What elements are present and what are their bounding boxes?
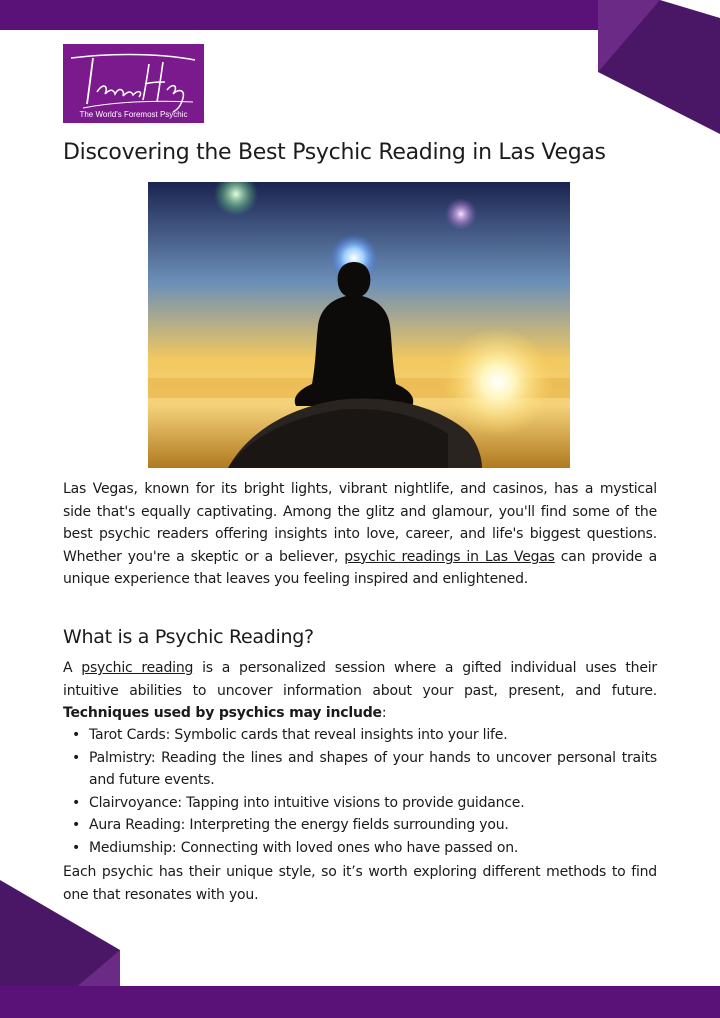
psychic-reading-link[interactable]: psychic reading [81, 660, 194, 676]
section-paragraph [63, 657, 657, 725]
hero-meditation-image [148, 182, 570, 468]
psychic-readings-las-vegas-link[interactable]: psychic readings in Las Vegas [344, 548, 555, 565]
bottom-banner-bar [0, 986, 720, 1018]
closing-paragraph: Each psychic has their unique style, so it’s worth exploring different methods to find one that resonates with you. [63, 864, 657, 903]
section-text: is a personalized session where a gifted individual uses their intuitive abilities to uncover information about your past, present, and future. [63, 660, 657, 699]
intro-text-start: Las Vegas, known for its bright lights, vibrant nightlife, and casinos, has a mystical side that's equally captivating. Among the glitz and glamour, you'll find some of the best psychic readers offering insights into love, career, and life's biggest questions. Whether you're a skeptic or a believer, [63, 481, 657, 565]
techniques-colon: : [381, 705, 387, 722]
list-item: • Aura Reading: Interpreting the energy fields surrounding you. [63, 814, 657, 837]
techniques-label: Techniques used by psychics may include [63, 705, 382, 722]
top-right-decoration [598, 0, 720, 134]
intro-text-end: can provide a unique experience that leaves you feeling inspired and enlightened. [63, 548, 657, 588]
list-item: • Clairvoyance: Tapping into intuitive visions to provide guidance. [63, 792, 657, 815]
list-item: • Palmistry: Reading the lines and shapes of your hands to uncover personal traits and future events. [63, 747, 657, 792]
techniques-list [63, 724, 657, 860]
list-item: • Mediumship: Connecting with loved ones who have passed on. [63, 837, 657, 860]
intro-paragraph [63, 478, 657, 591]
section-heading: What is a Psychic Reading? [63, 626, 314, 648]
list-item: • Tarot Cards: Symbolic cards that reveal insights into your life. [63, 724, 657, 747]
section-lead: A [63, 660, 82, 676]
tara-hoy-logo[interactable] [63, 44, 204, 123]
page-title: Discovering the Best Psychic Reading in Las Vegas [63, 140, 606, 165]
logo-tagline: The World's Foremost Psychic [79, 110, 188, 119]
